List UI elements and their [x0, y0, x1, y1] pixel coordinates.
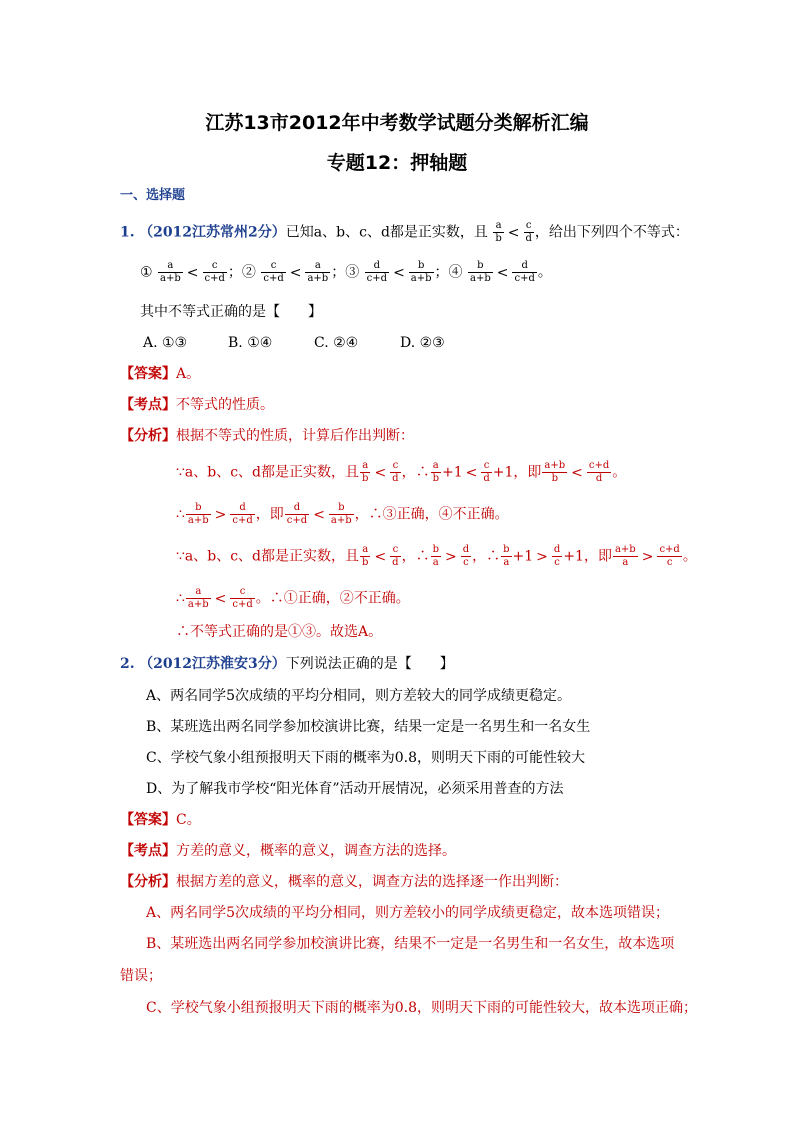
- q1-step-3: ∵a、b、c、d都是正实数，且 $\frac{a}{b}$ < $\frac{c}{d}$ ，∴ $\frac{b}{a}$ > $\frac{d}{c}$ ，∴ $\frac{b}{a}$ +1 > $\frac{d}{c}$ +1，即 $\frac{a+b}{a}$ > $\frac{c+d}{c}$ 。: [176, 544, 697, 568]
- analysis-text: 根据方差的意义，概率的意义，调查方法的选择逐一作出判断：: [176, 874, 568, 890]
- point-text: 方差的意义，概率的意义，调查方法的选择。: [176, 843, 456, 859]
- q2-analysis-c: C、学校气象小组预报明天下雨的概率为0.8，则明天下雨的可能性较大，故本选项正确；: [146, 1000, 697, 1016]
- s4-b: 。∴①正确，②不正确。: [255, 590, 410, 607]
- q1-stem-b: ，给出下列四个不等式：: [534, 224, 689, 241]
- q1-analysis: [120, 426, 414, 446]
- point-text: 不等式的性质。: [176, 397, 274, 413]
- s3-d: ，即: [583, 548, 612, 565]
- q1-option-b: B. ①④: [228, 335, 273, 351]
- q1-step-5: ∴不等式正确的是①③。故选A。: [176, 624, 383, 640]
- q1-option-a: A. ①③: [143, 335, 188, 351]
- ineq-1-label: ①: [140, 264, 153, 281]
- q2-option-c: C、学校气象小组预报明天下雨的概率为0.8，则明天下雨的可能性较大: [146, 750, 585, 766]
- q1-option-c: C. ②④: [314, 335, 359, 351]
- point-tag: 【考点】: [120, 397, 176, 413]
- q1-step-1: ∵a、b、c、d都是正实数，且 $\frac{a}{b}$ < $\frac{c}{d}$ ，∴ $\frac{a}{b}$ +1 < $\frac{c}{d}$ +1，即 $\frac{a+b}{b}$ < $\frac{c+d}{d}$ 。: [176, 460, 627, 484]
- q2-analysis-b-1: B、某班选出两名同学参加校演讲比赛，结果不一定是一名男生和一名女生，故本选项: [146, 936, 675, 952]
- q2-number: 2.: [120, 656, 135, 672]
- analysis-text: 根据不等式的性质，计算后作出判断：: [176, 428, 414, 444]
- ineq-2-label: ；②: [227, 264, 256, 281]
- q1-point: [120, 395, 274, 415]
- q2-analysis-a: A、两名同学5次成绩的平均分相同，则方差较小的同学成绩更稳定，故本选项错误；: [146, 905, 670, 921]
- q2-point: [120, 841, 456, 861]
- page-title: 江苏13市2012年中考数学试题分类解析汇编: [205, 112, 589, 134]
- q1-inequalities: ① $\frac{a}{a+b}$ < $\frac{c}{c+d}$ ；② $\frac{c}{c+d}$ < $\frac{a}{a+b}$ ；③ $\frac{d}{c+d}$ < $\frac{b}{a+b}$ ；④ $\frac{b}{a+b}$ < $\frac{d}{c+d}$ 。: [140, 260, 552, 284]
- q1-number: 1.: [120, 224, 135, 241]
- analysis-tag: 【分析】: [120, 428, 176, 444]
- section-heading: 一、选择题: [120, 188, 186, 203]
- ineq-4-label: ；④: [434, 264, 463, 281]
- s2-a: ∴: [176, 506, 185, 523]
- ineq-end: 。: [537, 264, 552, 281]
- answer-text: A。: [176, 366, 201, 382]
- s3-b: ，∴: [401, 548, 430, 565]
- q1-stem-a: 已知a、b、c、d都是正实数，且: [285, 224, 488, 241]
- s3-a: ∵a、b、c、d都是正实数，且: [176, 548, 360, 565]
- answer-tag: 【答案】: [120, 366, 176, 382]
- frac-c-d: $\frac{c}{d}$: [525, 220, 532, 244]
- q2-analysis-b-2: 错误；: [120, 968, 162, 984]
- q2-option-b: B、某班选出两名同学参加校演讲比赛，结果一定是一名男生和一名女生: [146, 719, 591, 735]
- ineq-3-label: ；③: [331, 264, 360, 281]
- s1-d: 。: [612, 464, 627, 481]
- q1-which: 其中不等式正确的是【 】: [140, 304, 322, 320]
- q2-source: （2012江苏淮安3分）: [139, 656, 286, 672]
- q1-step-4: ∴ $\frac{a}{a+b}$ < $\frac{c}{c+d}$ 。∴①正确，②不正确。: [176, 586, 410, 610]
- s2-c: ，∴③正确，④不正确。: [354, 506, 509, 523]
- point-tag: 【考点】: [120, 843, 176, 859]
- q1-option-d: D. ②③: [400, 335, 445, 351]
- s3-c: ，∴: [472, 548, 501, 565]
- q2-stem: [120, 654, 454, 674]
- s1-c: ，即: [513, 464, 542, 481]
- q2-option-d: D、为了解我市学校“阳光体育”活动开展情况，必须采用普查的方法: [146, 781, 564, 797]
- answer-text: C。: [176, 812, 201, 828]
- q1-step-2: ∴ $\frac{b}{a+b}$ > $\frac{d}{c+d}$ ，即 $\frac{d}{c+d}$ < $\frac{b}{a+b}$ ，∴③正确，④不正确。: [176, 502, 509, 526]
- q1-answer: [120, 364, 200, 384]
- q2-answer: [120, 810, 201, 830]
- analysis-tag: 【分析】: [120, 874, 176, 890]
- q2-option-a: A、两名同学5次成绩的平均分相同，则方差较大的同学成绩更稳定。: [146, 688, 572, 704]
- page-subtitle: 专题12：押轴题: [326, 152, 468, 174]
- q1-source: （2012江苏常州2分）: [139, 224, 286, 241]
- s2-b: ，即: [255, 506, 284, 523]
- answer-tag: 【答案】: [120, 812, 176, 828]
- frac-a-b: $\frac{a}{b}$: [495, 220, 502, 244]
- q2-stem-text: 下列说法正确的是【 】: [285, 656, 454, 672]
- s1-a: ∵a、b、c、d都是正实数，且: [176, 464, 360, 481]
- s4-a: ∴: [176, 590, 185, 607]
- q2-analysis: [120, 872, 568, 892]
- s3-e: 。: [682, 548, 697, 565]
- s1-b: ，∴: [401, 464, 430, 481]
- q1-stem: 1. （2012江苏常州2分）已知a、b、c、d都是正实数，且 $\frac{a}{b}$ < $\frac{c}{d}$ ，给出下列四个不等式：: [120, 220, 689, 244]
